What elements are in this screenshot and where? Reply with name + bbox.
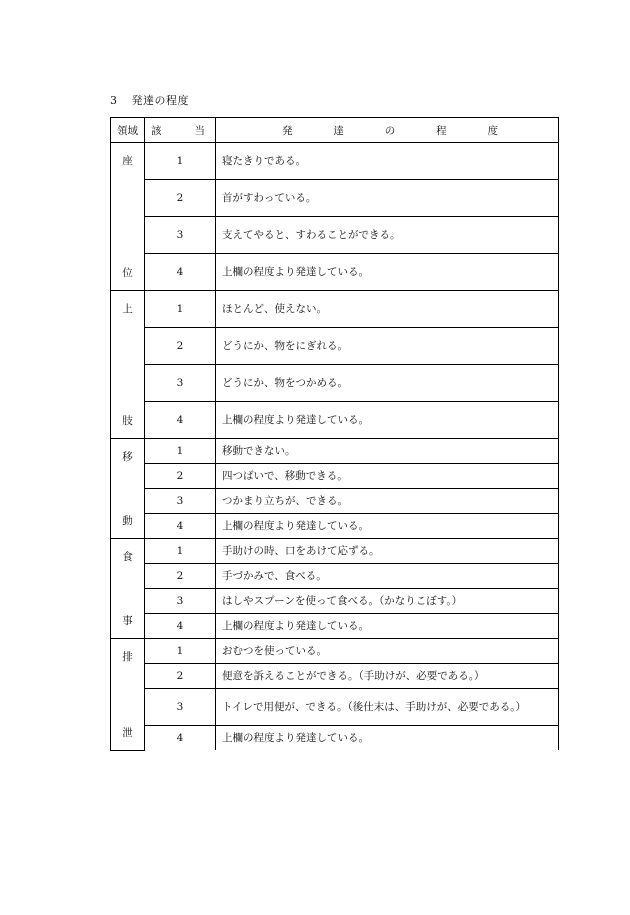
level-number: 1 bbox=[145, 439, 216, 464]
level-number: 4 bbox=[145, 614, 216, 639]
region-label-bottom: 動 bbox=[122, 515, 133, 527]
level-description: 上欄の程度より発達している。 bbox=[216, 402, 559, 439]
header-degree-char: 発 bbox=[282, 124, 293, 137]
table-header-row bbox=[111, 118, 559, 143]
level-description: おむつを使っている。 bbox=[216, 639, 559, 664]
level-number: 2 bbox=[145, 564, 216, 589]
level-description: 上欄の程度より発達している。 bbox=[216, 514, 559, 539]
level-number: 1 bbox=[145, 639, 216, 664]
header-degree-char: の bbox=[384, 124, 396, 137]
region-cell-movement bbox=[111, 439, 145, 539]
level-number: 3 bbox=[145, 365, 216, 402]
table-row bbox=[111, 143, 559, 180]
level-number: 1 bbox=[145, 143, 216, 180]
table-row bbox=[111, 489, 559, 514]
region-label-top: 食 bbox=[122, 551, 133, 563]
level-description: つかまり立ちが、できる。 bbox=[216, 489, 559, 514]
table-row bbox=[111, 328, 559, 365]
region-label-bottom: 泄 bbox=[122, 726, 133, 739]
level-number: 2 bbox=[145, 464, 216, 489]
level-description: 上欄の程度より発達している。 bbox=[216, 254, 559, 291]
table-row bbox=[111, 589, 559, 614]
level-description: はしやスプーンを使って食べる。（かなりこぼす。） bbox=[216, 589, 559, 614]
header-applicable bbox=[145, 118, 216, 143]
table-row bbox=[111, 614, 559, 639]
level-number: 4 bbox=[145, 254, 216, 291]
level-number: 1 bbox=[145, 539, 216, 564]
level-number: 3 bbox=[145, 589, 216, 614]
region-cell-sitting bbox=[111, 143, 145, 291]
level-number: 2 bbox=[145, 328, 216, 365]
header-degree-char: 度 bbox=[487, 124, 498, 137]
table-row bbox=[111, 180, 559, 217]
level-description: どうにか、物をつかめる。 bbox=[216, 365, 559, 402]
level-description: ほとんど、使えない。 bbox=[216, 291, 559, 328]
table-row bbox=[111, 539, 559, 564]
header-applicable-char: 当 bbox=[194, 124, 205, 137]
level-description: 支えてやると、すわることができる。 bbox=[216, 217, 559, 254]
region-label-top: 移 bbox=[122, 451, 133, 463]
level-description: 四つばいで、移動できる。 bbox=[216, 464, 559, 489]
level-number: 2 bbox=[145, 664, 216, 689]
level-number: 2 bbox=[145, 180, 216, 217]
region-label-bottom: 事 bbox=[122, 615, 133, 627]
header-degree-char: 程 bbox=[436, 124, 447, 137]
region-cell-meals bbox=[111, 539, 145, 639]
table-row bbox=[111, 365, 559, 402]
section-number: 3 bbox=[110, 94, 118, 107]
table-row bbox=[111, 664, 559, 689]
level-number: 4 bbox=[145, 402, 216, 439]
region-label-top: 上 bbox=[122, 303, 133, 315]
table-row bbox=[111, 254, 559, 291]
level-number: 4 bbox=[145, 514, 216, 539]
header-degree-char: 達 bbox=[333, 124, 344, 137]
level-number: 3 bbox=[145, 217, 216, 254]
level-number: 4 bbox=[145, 726, 216, 751]
header-degree bbox=[216, 118, 559, 143]
level-description: 移動できない。 bbox=[216, 439, 559, 464]
table-row bbox=[111, 439, 559, 464]
table-row bbox=[111, 291, 559, 328]
table-row bbox=[111, 464, 559, 489]
region-cell-excretion bbox=[111, 639, 145, 751]
development-table bbox=[110, 117, 559, 751]
level-description: 便意を訴えることができる。（手助けが、必要である。） bbox=[216, 664, 559, 689]
table-row bbox=[111, 639, 559, 664]
level-description: 上欄の程度より発達している。 bbox=[216, 726, 559, 751]
table-row bbox=[111, 689, 559, 726]
section-title bbox=[110, 92, 189, 108]
section-title-text: 発達の程度 bbox=[131, 94, 189, 107]
region-label-top: 座 bbox=[122, 155, 133, 167]
level-number: 1 bbox=[145, 291, 216, 328]
level-description: 寝たきりである。 bbox=[216, 143, 559, 180]
level-description: 手づかみで、食べる。 bbox=[216, 564, 559, 589]
table-row bbox=[111, 726, 559, 751]
level-description: 上欄の程度より発達している。 bbox=[216, 614, 559, 639]
header-applicable-char: 該 bbox=[151, 124, 162, 137]
table-row bbox=[111, 564, 559, 589]
table-row bbox=[111, 402, 559, 439]
region-label-bottom: 肢 bbox=[122, 415, 133, 427]
level-description: トイレで用便が、できる。（後仕末は、手助けが、必要である。） bbox=[216, 689, 559, 726]
level-number: 3 bbox=[145, 689, 216, 726]
level-description: 首がすわっている。 bbox=[216, 180, 559, 217]
region-label-bottom: 位 bbox=[122, 267, 133, 279]
region-cell-upper-limbs bbox=[111, 291, 145, 439]
level-description: どうにか、物をにぎれる。 bbox=[216, 328, 559, 365]
header-region: 領域 bbox=[111, 118, 145, 143]
table-row bbox=[111, 514, 559, 539]
region-label-top: 排 bbox=[122, 651, 133, 663]
level-number: 3 bbox=[145, 489, 216, 514]
table-row bbox=[111, 217, 559, 254]
level-description: 手助けの時、口をあけて応ずる。 bbox=[216, 539, 559, 564]
